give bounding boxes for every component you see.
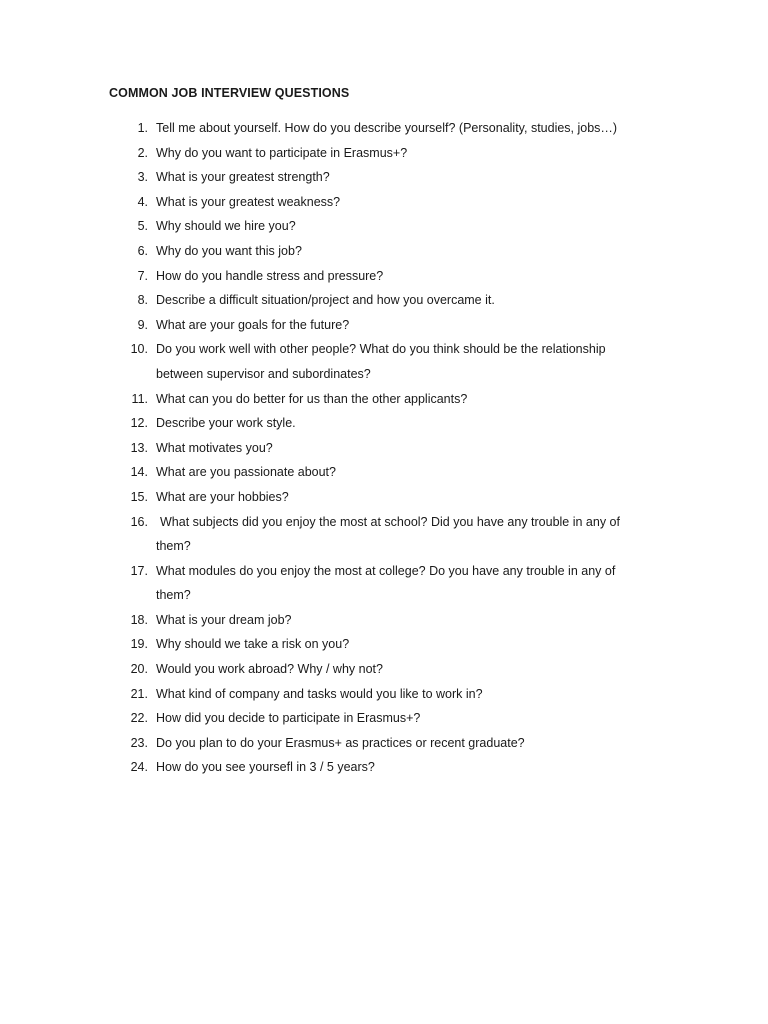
question-number: 14. [130, 465, 148, 480]
question-number: 8. [137, 293, 148, 308]
question-number: 10. [130, 342, 148, 357]
question-number: 21. [130, 686, 148, 701]
question-text: Why should we hire you? [156, 219, 296, 234]
question-item [0, 510, 768, 559]
question-text: What subjects did you enjoy the most at school? Did you have any trouble in any of them? [156, 514, 620, 554]
question-text: Do you work well with other people? What do you think should be the relationship between supervisor and subordinates? [156, 342, 606, 381]
question-item [0, 460, 768, 485]
question-text: Why should we take a risk on you? [156, 637, 350, 652]
question-text: What kind of company and tasks would you like to work in? [156, 686, 483, 701]
question-item [0, 682, 768, 707]
question-number: 1. [137, 121, 148, 135]
question-item [0, 387, 768, 412]
question-number: 23. [130, 735, 148, 750]
question-number: 20. [130, 662, 148, 677]
question-item [0, 214, 768, 239]
question-number: 4. [137, 194, 148, 209]
question-item [0, 141, 768, 166]
question-item [0, 165, 768, 190]
question-number: 5. [137, 219, 148, 234]
question-number: 3. [137, 170, 148, 185]
question-list [0, 116, 768, 780]
question-number: 24. [130, 760, 148, 775]
question-number: 16. [130, 514, 148, 529]
question-text: Tell me about yourself. How do you describe yourself? (Personality, studies, jobs…) [156, 121, 618, 135]
question-text: Why do you want this job? [156, 243, 302, 258]
question-text: What is your greatest strength? [156, 170, 330, 185]
question-text: How do you handle stress and pressure? [156, 268, 384, 283]
question-text: What are your goals for the future? [156, 317, 350, 332]
question-item [0, 657, 768, 682]
question-number: 18. [130, 612, 148, 627]
question-number: 11. [131, 391, 148, 406]
question-item [0, 608, 768, 633]
question-number: 6. [137, 243, 148, 258]
question-number: 13. [130, 440, 148, 455]
question-text: What modules do you enjoy the most at college? Do you have any trouble in any of them? [156, 563, 616, 603]
question-text: How did you decide to participate in Erasmus+? [156, 711, 421, 726]
question-item [0, 731, 768, 756]
question-number: 19. [130, 637, 148, 652]
question-item [0, 337, 768, 386]
question-item [0, 288, 768, 313]
question-number: 9. [137, 317, 148, 332]
question-item [0, 239, 768, 264]
question-text: Describe a difficult situation/project and how you overcame it. [156, 293, 495, 308]
question-number: 7. [137, 268, 148, 283]
question-number: 17. [130, 563, 148, 578]
question-item [0, 706, 768, 731]
question-number: 15. [130, 489, 148, 504]
question-item [0, 313, 768, 338]
question-text: Would you work abroad? Why / why not? [156, 662, 383, 677]
question-text: What is your dream job? [156, 612, 292, 627]
question-number: 22. [130, 711, 148, 726]
question-item [0, 485, 768, 510]
question-text: Describe your work style. [156, 416, 296, 431]
question-number: 12. [130, 416, 148, 431]
question-text: How do you see yoursefl in 3 / 5 years? [156, 760, 375, 775]
question-text: What can you do better for us than the other applicants? [156, 391, 468, 406]
question-item [0, 411, 768, 436]
question-number: 2. [137, 145, 148, 160]
question-text: What is your greatest weakness? [156, 194, 341, 209]
question-item [0, 436, 768, 461]
question-item [0, 116, 768, 141]
question-item [0, 755, 768, 780]
question-text: Do you plan to do your Erasmus+ as practices or recent graduate? [156, 735, 525, 750]
document-title: COMMON JOB INTERVIEW QUESTIONS [109, 86, 350, 100]
question-text: What are you passionate about? [156, 465, 336, 480]
question-item [0, 264, 768, 289]
question-text: What are your hobbies? [156, 489, 289, 504]
question-item [0, 190, 768, 215]
question-item [0, 559, 768, 608]
question-text: Why do you want to participate in Erasmus+? [156, 145, 408, 160]
question-item [0, 632, 768, 657]
question-text: What motivates you? [156, 440, 273, 455]
